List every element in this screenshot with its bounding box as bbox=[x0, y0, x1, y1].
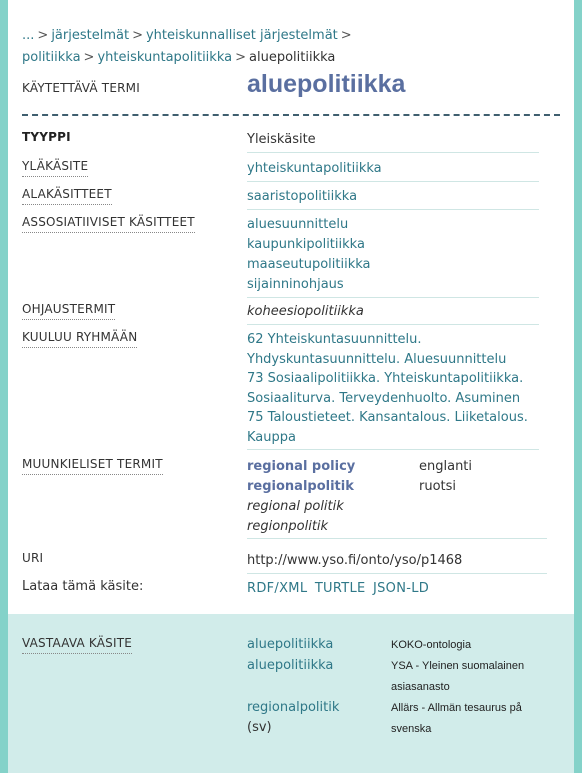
related-term-link[interactable]: aluesuunnittelu bbox=[247, 217, 349, 232]
groups-label: KUULUU RYHMÄÄN bbox=[22, 330, 137, 348]
breadcrumb-item-politiikka[interactable]: politiikka bbox=[22, 50, 81, 65]
match-term-link[interactable]: regionalpolitik bbox=[247, 700, 340, 715]
preferred-term-label: KÄYTETTÄVÄ TERMI bbox=[22, 81, 140, 95]
breadcrumb-item-root[interactable]: ... bbox=[22, 28, 35, 43]
group-link[interactable]: 62 Yhteiskuntasuunnittelu. Yhdyskuntasuunnittelu. Aluesuunnittelu bbox=[247, 332, 507, 367]
match-item bbox=[247, 635, 333, 655]
match-vocabulary bbox=[391, 698, 566, 740]
match-term-link[interactable]: aluepolitiikka bbox=[247, 637, 334, 652]
language-term: regional policy bbox=[247, 459, 356, 474]
breadcrumb-separator: > bbox=[83, 50, 95, 65]
related-term-link[interactable]: kaupunkipolitiikka bbox=[247, 237, 365, 252]
download-label: Lataa tämä käsite: bbox=[22, 579, 144, 594]
language-term: regionpolitik bbox=[247, 519, 329, 534]
broader-term-link[interactable]: yhteiskuntapolitiikka bbox=[247, 159, 539, 182]
language-entry bbox=[247, 457, 547, 477]
vocab-name: YSA - Yleinen suomalainen bbox=[391, 660, 525, 672]
related-label: ASSOSIATIIVISET KÄSITTEET bbox=[22, 215, 195, 233]
vocab-name: Allärs - Allmän tesaurus på bbox=[391, 702, 522, 714]
language-entry bbox=[247, 517, 547, 539]
language-term: regionalpolitik bbox=[247, 479, 354, 494]
other-languages-label: MUUNKIELISET TERMIT bbox=[22, 457, 163, 475]
narrower-term-link[interactable]: saaristopolitiikka bbox=[247, 187, 539, 210]
preferred-term: aluepolitiikka bbox=[247, 70, 406, 98]
breadcrumb-separator: > bbox=[235, 50, 246, 65]
download-jsonld-link[interactable]: JSON-LD bbox=[373, 581, 430, 596]
uri-label: URI bbox=[22, 551, 44, 565]
breadcrumb-item-yhteiskunnalliset[interactable]: yhteiskunnalliset järjestelmät bbox=[145, 28, 338, 43]
breadcrumb bbox=[22, 25, 542, 69]
match-item bbox=[247, 656, 333, 676]
download-rdfxml-link[interactable]: RDF/XML bbox=[247, 581, 308, 596]
related-term-link[interactable]: sijainninohjaus bbox=[247, 275, 539, 298]
entry-term: koheesiopolitiikka bbox=[247, 302, 539, 325]
uri-value[interactable]: http://www.yso.fi/onto/yso/p1468 bbox=[247, 551, 547, 574]
breadcrumb-current: aluepolitiikka bbox=[249, 50, 336, 65]
breadcrumb-item-yhteiskuntapolitiikka[interactable]: yhteiskuntapolitiikka bbox=[97, 50, 233, 65]
match-language-note: (sv) bbox=[247, 720, 272, 735]
group-link[interactable]: 73 Sosiaalipolitiikka. Yhteiskuntapolitiikka. Sosiaaliturva. Terveydenhuolto. Asuminen bbox=[247, 371, 524, 406]
language-name: englanti bbox=[419, 459, 473, 474]
match-term-link[interactable]: aluepolitiikka bbox=[247, 658, 334, 673]
entry-terms-label: OHJAUSTERMIT bbox=[22, 302, 115, 320]
language-entry bbox=[247, 497, 547, 517]
download-turtle-link[interactable]: TURTLE bbox=[314, 581, 366, 596]
match-vocabulary bbox=[391, 635, 566, 656]
breadcrumb-item-jarjestelmat[interactable]: järjestelmät bbox=[51, 28, 130, 43]
breadcrumb-separator: > bbox=[37, 28, 49, 43]
language-entry bbox=[247, 477, 547, 497]
breadcrumb-separator: > bbox=[340, 28, 352, 43]
vocab-name: asiasanasto bbox=[391, 681, 450, 693]
narrower-label: ALAKÄSITTEET bbox=[22, 187, 112, 205]
vocab-name: svenska bbox=[391, 723, 432, 735]
matches-label: VASTAAVA KÄSITE bbox=[22, 636, 132, 654]
header-divider bbox=[22, 114, 560, 116]
broader-label: YLÄKÄSITE bbox=[22, 159, 88, 177]
match-vocabulary bbox=[391, 656, 566, 698]
group-link[interactable]: 75 Taloustieteet. Kansantalous. Liiketalous. Kauppa bbox=[247, 408, 539, 450]
preferred-term-header bbox=[22, 70, 558, 118]
breadcrumb-separator: > bbox=[132, 28, 143, 43]
type-label: TYYPPI bbox=[22, 130, 71, 144]
type-value: Yleiskäsite bbox=[247, 130, 539, 153]
language-term: regional politik bbox=[247, 499, 344, 514]
match-item bbox=[247, 698, 339, 738]
matches-section bbox=[8, 614, 574, 773]
related-term-link[interactable]: maaseutupolitiikka bbox=[247, 257, 371, 272]
language-name: ruotsi bbox=[419, 479, 457, 494]
vocab-name: KOKO-ontologia bbox=[391, 639, 472, 651]
